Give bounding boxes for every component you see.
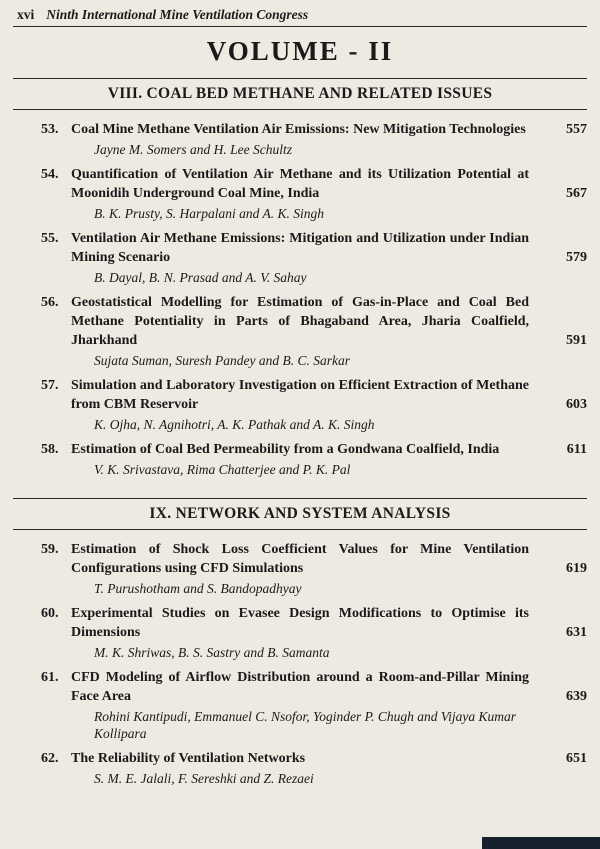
header-divider bbox=[13, 26, 587, 27]
entry-title: Simulation and Laboratory Investigation on Efficient Extraction of Methane from CBM Reservoir bbox=[71, 378, 529, 412]
volume-title: VOLUME - II bbox=[206, 36, 394, 66]
entry-number: 59. bbox=[41, 542, 59, 557]
entry-number: 53. bbox=[41, 122, 59, 137]
entry-page-ref: 631 bbox=[566, 625, 587, 640]
entry-authors: Sujata Suman, Suresh Pandey and B. C. Sarkar bbox=[94, 353, 350, 368]
entry-main-row bbox=[13, 293, 587, 350]
toc-entry bbox=[13, 440, 587, 478]
toc-entry bbox=[13, 604, 587, 661]
toc-entry bbox=[13, 120, 587, 158]
entry-title: Ventilation Air Methane Emissions: Mitigation and Utilization under Indian Mining Scenario bbox=[71, 231, 529, 265]
entry-page-ref: 579 bbox=[566, 250, 587, 265]
section-heading: IX. NETWORK AND SYSTEM ANALYSIS bbox=[149, 505, 451, 522]
section-divider-top bbox=[13, 78, 587, 79]
entry-number: 54. bbox=[41, 167, 59, 182]
entry-page-ref: 557 bbox=[566, 122, 587, 137]
toc-sections bbox=[13, 78, 587, 793]
entry-authors: M. K. Shriwas, B. S. Sastry and B. Samanta bbox=[94, 645, 330, 660]
entry-authors: K. Ojha, N. Agnihotri, A. K. Pathak and A. K. Singh bbox=[94, 417, 375, 432]
entry-title: Geostatistical Modelling for Estimation of Gas-in-Place and Coal Bed Methane Potentiality in Parts of Bhagaband Area, Jharia Coalfield, Jharkhand bbox=[71, 295, 529, 348]
entry-authors: V. K. Srivastava, Rima Chatterjee and P. K. Pal bbox=[94, 462, 351, 477]
entry-authors: B. K. Prusty, S. Harpalani and A. K. Singh bbox=[94, 206, 325, 221]
section-heading: VIII. COAL BED METHANE AND RELATED ISSUES bbox=[107, 85, 493, 102]
entry-number: 58. bbox=[41, 442, 59, 457]
scan-artifact-bar bbox=[482, 837, 600, 849]
toc-section bbox=[13, 498, 587, 793]
entry-title: CFD Modeling of Airflow Distribution around a Room-and-Pillar Mining Face Area bbox=[71, 670, 529, 704]
entry-main-row bbox=[13, 749, 587, 768]
entry-main-row bbox=[13, 165, 587, 203]
entry-page-ref: 567 bbox=[566, 186, 587, 201]
page-folio: xvi bbox=[17, 7, 35, 22]
entry-main-row bbox=[13, 376, 587, 414]
entry-page-ref: 639 bbox=[566, 689, 587, 704]
entry-page-ref: 591 bbox=[566, 333, 587, 348]
entry-main-row bbox=[13, 440, 587, 459]
entry-page-ref: 619 bbox=[566, 561, 587, 576]
section-divider-top bbox=[13, 498, 587, 499]
toc-entry bbox=[13, 749, 587, 787]
entry-main-row bbox=[13, 668, 587, 706]
toc-entry bbox=[13, 293, 587, 369]
toc-section bbox=[13, 78, 587, 484]
entry-title: Quantification of Ventilation Air Methane and its Utilization Potential at Moonidih Underground Coal Mine, India bbox=[71, 167, 529, 201]
entry-page-ref: 603 bbox=[566, 397, 587, 412]
entry-main-row bbox=[13, 604, 587, 642]
entry-page-ref: 611 bbox=[566, 442, 587, 457]
entry-authors: S. M. E. Jalali, F. Sereshki and Z. Rezaei bbox=[94, 771, 314, 786]
entry-authors: Jayne M. Somers and H. Lee Schultz bbox=[94, 142, 292, 157]
toc-entry bbox=[13, 540, 587, 597]
entry-title: The Reliability of Ventilation Networks bbox=[71, 751, 306, 766]
entry-title: Estimation of Shock Loss Coefficient Values for Mine Ventilation Configurations using CFD Simulations bbox=[71, 542, 529, 576]
entry-number: 61. bbox=[41, 670, 59, 685]
entry-authors: B. Dayal, B. N. Prasad and A. V. Sahay bbox=[94, 270, 307, 285]
entry-title: Estimation of Coal Bed Permeability from a Gondwana Coalfield, India bbox=[71, 442, 500, 457]
entry-authors: Rohini Kantipudi, Emmanuel C. Nsofor, Yoginder P. Chugh and Vijaya Kumar Kollipara bbox=[94, 709, 517, 741]
entry-title: Coal Mine Methane Ventilation Air Emissions: New Mitigation Technologies bbox=[71, 122, 526, 137]
section-entries bbox=[13, 530, 587, 793]
entry-main-row bbox=[13, 540, 587, 578]
toc-entry bbox=[13, 668, 587, 742]
toc-entry bbox=[13, 229, 587, 286]
toc-entry bbox=[13, 376, 587, 433]
entry-title: Experimental Studies on Evasee Design Modifications to Optimise its Dimensions bbox=[71, 606, 529, 640]
running-head bbox=[13, 5, 587, 26]
entry-page-ref: 651 bbox=[566, 751, 587, 766]
entry-main-row bbox=[13, 229, 587, 267]
running-title: Ninth International Mine Ventilation Congress bbox=[46, 7, 309, 22]
entry-number: 62. bbox=[41, 751, 59, 766]
entry-number: 56. bbox=[41, 295, 59, 310]
entry-authors: T. Purushotham and S. Bandopadhyay bbox=[94, 581, 302, 596]
entry-main-row bbox=[13, 120, 587, 139]
section-entries bbox=[13, 110, 587, 484]
toc-entry bbox=[13, 165, 587, 222]
entry-number: 55. bbox=[41, 231, 59, 246]
entry-number: 60. bbox=[41, 606, 59, 621]
entry-number: 57. bbox=[41, 378, 59, 393]
